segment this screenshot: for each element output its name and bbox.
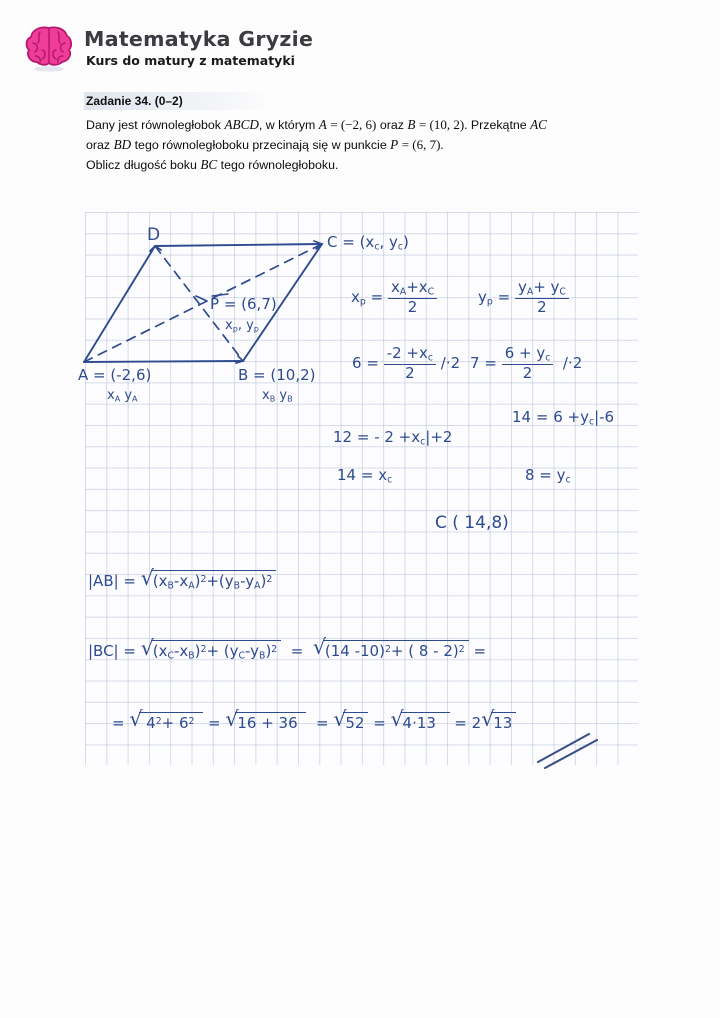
vertex-label-b: B = (10,2)	[238, 366, 316, 384]
task-text: tego równoległoboku.	[220, 158, 339, 172]
task-heading: Zadanie 34. (0–2)	[84, 92, 273, 110]
result-point-c: C ( 14,8)	[435, 513, 509, 533]
site-title: Matematyka Gryzie	[84, 27, 314, 51]
task-math-ac: AC	[530, 117, 547, 132]
task-text: Przekątne	[470, 118, 527, 132]
task-math-b: B	[407, 117, 416, 132]
task-text: tego równoległoboku przecinają się w punkcie	[134, 138, 387, 152]
task-text: Oblicz długość boku	[86, 158, 197, 172]
task-line-2	[86, 135, 646, 155]
task-text: oraz	[379, 118, 404, 132]
task-math-a: A	[318, 117, 327, 132]
vertex-label-a: A = (-2,6)	[78, 366, 152, 384]
vertex-label-c: $C = (x_c$, $y_c$)	[327, 233, 409, 253]
graph-paper-background	[85, 212, 638, 765]
step-y-line-1: $14 = 6 +y_c|-6$	[512, 408, 615, 428]
page-header	[0, 0, 720, 88]
vertex-label-a-coords: $x_A$ $y_A$	[107, 388, 138, 404]
task-text: , w którym	[258, 118, 316, 132]
task-text: Dany jest równoległobok	[86, 118, 221, 132]
step-x-line-1: 12 = - $2 +x_c|+2$	[333, 428, 453, 448]
task-math-p: P	[390, 137, 399, 152]
ab-distance-formula: |AB| = √ $(x_B-x_A)^2+(y_B-y_A)^2$	[88, 570, 276, 592]
task-math-b-value: = (10, 2).	[418, 117, 468, 132]
solve-y-equation: 7 = $\frac{6 + y_c}{2}$ /·2	[470, 344, 583, 382]
task-text: oraz	[86, 138, 111, 152]
task-math-p-value: = (6, 7).	[401, 137, 444, 152]
task-math-bc: BC	[200, 157, 218, 172]
point-label-p-coords: $x_p$, $y_p$	[225, 318, 259, 334]
task-math-a-value: = (−2, 6)	[330, 117, 377, 132]
midpoint-x-formula: $x_p$ = $\frac{x_A+x_C}{2}$	[351, 279, 437, 316]
site-subtitle: Kurs do matury z matematyki	[86, 53, 295, 68]
solve-x-equation: 6 = $\frac{-2 +x_c}{2}$ /·2	[352, 344, 461, 382]
task-math-abcd: ABCD	[224, 117, 259, 132]
point-label-p: P = (6,7)	[210, 295, 277, 313]
midpoint-y-formula: $y_p$ = $\frac{y_A+ y_C}{2}$	[478, 279, 569, 316]
vertex-label-d: D	[147, 225, 161, 245]
task-line-1	[86, 115, 646, 135]
step-y-line-2: $8 = y_c$	[525, 466, 571, 486]
task-line-3	[86, 155, 646, 175]
vertex-label-b-coords: $x_B$ $y_B$	[262, 388, 293, 404]
task-math-bd: BD	[113, 137, 132, 152]
step-x-line-2: $14 = x_c$	[337, 466, 393, 486]
final-evaluation-chain: = √ $4^2+ 6^2$ = √ 16 + 36 = √ 52 = √ 4·13 = 2 √ 13	[112, 712, 516, 732]
brain-icon	[22, 22, 76, 76]
bc-distance-formula: |BC| = √ $(x_C-x_B)^2+ (y_C-y_B)^2$ = √ (14 -10)$^2$+ ( 8 - 2)$^2$ =	[88, 635, 487, 662]
final-answer: 2 √ 13	[472, 714, 517, 732]
task-statement	[86, 92, 646, 175]
